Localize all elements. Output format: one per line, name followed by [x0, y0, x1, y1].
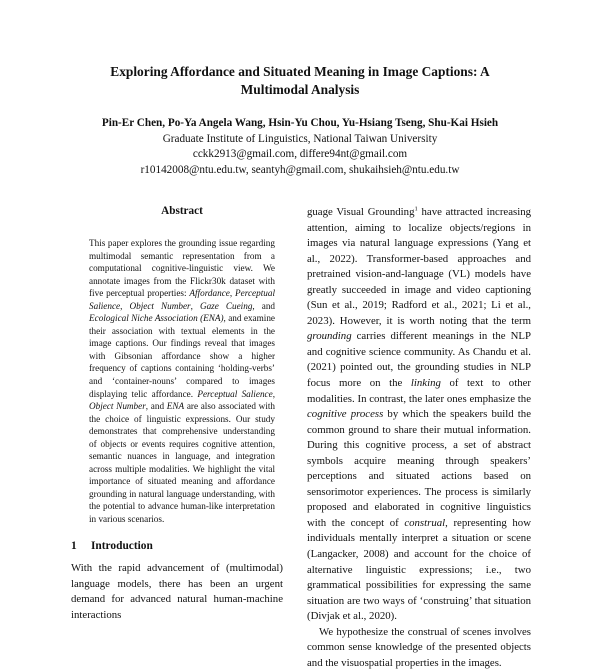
abstract-gaze-cueing: Gaze Cueing — [199, 300, 253, 311]
author-names: Pin-Er Chen, Po-Ya Angela Wang, Hsin-Yu Chou, Yu-Hsiang Tseng, Shu-Kai Hsieh — [101, 117, 499, 129]
abstract-ena2: ENA — [166, 401, 185, 412]
abstract-text: This paper explores the grounding issue regarding multimodal semantic representation from a computational cognitive-linguistic view. We annotate images from the Flickr30k dataset with five perceptual properties: Affordance, Perceptual Salience, Object Number, Gaze Cueing, and Ecological Niche Association (ENA), and examine their association with textual elements in the image captions. Our findings reveal that images with Gibsonian affordance show a higher frequency of captions containing ‘holding-verbs’ and ‘container-nouns’ compared to images displaying telic affordance. Perceptual Salience, Object Number, and ENA are also associated with the choice of linguistic expressions. Our study demonstrates that comprehensive understanding of objects or events requires cognitive attention, semantic nuances in language, and integration across multiple modalities. We highlight the vital importance of situated meaning and affordance grounding in natural language understanding, with the potential to advance human-like interpretation in various scenarios. — [89, 238, 276, 525]
term-cognitive-process: cognitive process — [307, 408, 384, 421]
right-column-text — [307, 205, 531, 671]
section-title: Introduction — [91, 540, 153, 552]
right-p1-f: , representing how individuals mentally interpret a situation or scene (Langacker, 2008) and account for the choice of alternative linguistic expressions; i.e., two grammatical possibilities for expressing the same situation are two ways of ‘construing’ that situation (Divjak et al., 2020). — [307, 516, 531, 623]
right-paragraph-2: We hypothesize the construal of scenes involves common sense knowledge of the presented objects and the visuospatial properties in the images. — [307, 625, 531, 669]
title-line-1: Exploring Affordance and Situated Meaning in Image Captions: A — [110, 64, 490, 79]
term-linking: linking — [410, 377, 441, 390]
affiliation: Graduate Institute of Linguistics, National Taiwan University — [162, 132, 438, 145]
abstract-text-2: , and examine their association with textual elements in the image captions. Our findings reveal that images with Gibsonian affordance show a higher frequency of captions containing ‘holding-verbs’ and ‘container-nouns’ compared to images displaying telic affordance. — [89, 313, 275, 399]
term-grounding: grounding — [307, 330, 352, 343]
right-paragraph-1 — [307, 205, 531, 625]
right-p1-e: by which the speakers build the common ground to share their mutual information. During this cognitive process, a set of abstract symbols acquire meaning through speakers’ perceptions and situated actions based on sensorimotor experiences. The process is similarly proposed and elaborated in cognitive linguistics with the concept of — [307, 408, 531, 529]
right-p1-b: have attracted increasing attention, aiming to localize objects/regions in images via natural language expressions (Yang et al., 2022). Transformer-based approaches and pretrained vision-and-language (VL) models have greatly succeeded in image and video captioning (Sun et al., 2019; Radford et al., 2021; Li et al., 2023). However, it is worth noting that the term — [307, 206, 531, 327]
abstract-on2: Object Number — [89, 401, 146, 412]
abstract-heading: Abstract — [161, 205, 203, 217]
right-p1-c: carries different meanings in the NLP and cognitive science community. As Chandu et al. (2021) pointed out, the grounding studies in NLP focus more on the — [307, 330, 531, 390]
abstract-ena: Ecological Niche Association (ENA) — [89, 313, 224, 324]
section-heading-introduction — [71, 540, 153, 552]
paper-title — [60, 63, 540, 99]
abstract-perceptual-salience: Perceptual Salience — [89, 288, 275, 311]
author-block — [40, 116, 560, 178]
abstract-object-number: Object Number — [129, 300, 191, 311]
introduction-text: With the rapid advancement of (multimodal) language models, there has been an urgent demand for advanced natural human-machine interactions — [71, 562, 283, 621]
abstract-ps2: Perceptual Salience — [197, 388, 273, 399]
footnote-marker: 1 — [414, 205, 418, 213]
abstract-affordance: Affordance — [189, 288, 230, 299]
abstract-and2: , and — [145, 401, 167, 412]
abstract-text-1: This paper explores the grounding issue regarding multimodal semantic representation from a computational cognitive-linguistic view. We annotate images from the Flickr30k dataset with five perceptual properties: — [89, 238, 275, 299]
section-number: 1 — [71, 540, 77, 552]
emails-line-2: r10142008@ntu.edu.tw, seantyh@gmail.com, shukaihsieh@ntu.edu.tw — [140, 163, 460, 176]
abstract-and: and — [261, 300, 276, 311]
right-p1-a: guage Visual Grounding — [307, 206, 415, 218]
title-line-2: Multimodal Analysis — [240, 82, 360, 97]
abstract-text-3: are also associated with the choice of linguistic expressions. Our study demonstrates that comprehensive understanding of objects or events requires cognitive attention, semantic nuances in language, and integration across multiple modalities. We highlight the vital importance of situated meaning and affordance grounding in natural language understanding, with the potential to advance human-like interpretation in various scenarios. — [89, 401, 276, 525]
right-p1-d: of text to other modalities. In contrast, the later ones emphasize the — [307, 377, 531, 405]
term-construal: construal — [404, 516, 446, 529]
emails-line-1: cckk2913@gmail.com, differe94nt@gmail.com — [192, 148, 408, 161]
